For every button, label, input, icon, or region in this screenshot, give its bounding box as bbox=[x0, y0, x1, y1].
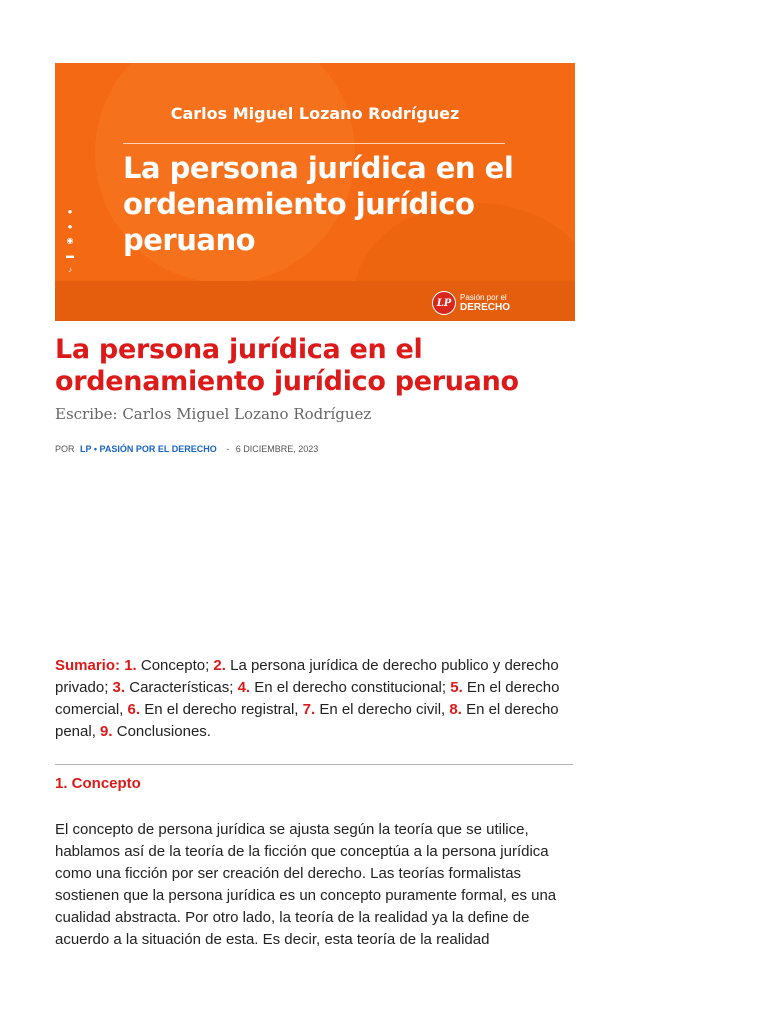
summary-item-text: En el derecho comercial, bbox=[55, 679, 560, 718]
twitter-icon: ● bbox=[67, 207, 73, 216]
summary-item-num: 1. bbox=[124, 657, 137, 674]
instagram-icon: ◉ bbox=[66, 236, 74, 245]
brand-logo bbox=[432, 291, 510, 315]
lp-logo-icon: LP bbox=[432, 291, 456, 315]
summary-item-num: 5. bbox=[450, 679, 463, 696]
banner-social-icons bbox=[66, 208, 76, 281]
section-heading: 1. Concepto bbox=[55, 775, 141, 792]
summary-item-text: Concepto; bbox=[136, 657, 214, 674]
article-meta bbox=[55, 444, 318, 454]
summary-item-num: 8. bbox=[449, 701, 462, 718]
article-summary bbox=[55, 655, 575, 743]
article-subtitle: Escribe: Carlos Miguel Lozano Rodríguez bbox=[55, 405, 372, 423]
logo-line2: DERECHO bbox=[460, 302, 511, 313]
summary-item-num: 2. bbox=[213, 657, 226, 674]
summary-item-text: Conclusiones. bbox=[112, 723, 211, 740]
summary-item-num: 4. bbox=[237, 679, 251, 696]
banner-title: La persona jurídica en el ordenamiento jurídico peruano bbox=[123, 151, 514, 257]
facebook-icon: ● bbox=[67, 221, 73, 231]
summary-item-text: La persona jurídica de derecho publico y derecho privado; bbox=[55, 657, 559, 696]
banner-author: Carlos Miguel Lozano Rodríguez bbox=[170, 104, 460, 123]
featured-banner-image bbox=[55, 63, 575, 321]
section-divider bbox=[55, 764, 573, 765]
summary-item-num: 6. bbox=[127, 701, 141, 718]
summary-item-text: En el derecho civil, bbox=[315, 701, 450, 718]
summary-item-num: 9. bbox=[100, 723, 113, 740]
summary-item-num: 7. bbox=[302, 701, 316, 718]
meta-by-label: POR bbox=[55, 444, 75, 454]
logo-line1: Pasión por el bbox=[460, 293, 507, 302]
summary-item-text: Características; bbox=[125, 679, 238, 696]
summary-item-num: 3. bbox=[112, 679, 126, 696]
summary-label: Sumario: bbox=[55, 657, 121, 674]
youtube-icon: ▬ bbox=[66, 250, 74, 260]
article-body-paragraph: El concepto de persona jurídica se ajusta según la teoría que se utilice, hablamos así de la teoría de la ficción que conceptúa a la persona jurídica como una ficción por ser creación del derecho. Las teorías formalistas sostienen que la persona jurídica es un concepto puramente formal, es una cualidad abstracta. Por otro lado, la teoría de la realidad ya la define de acuerdo a la situación de esta. Es decir, esta teoría de la realidad bbox=[55, 821, 557, 948]
publish-date: 6 DICIEMBRE, 2023 bbox=[235, 444, 319, 454]
tiktok-icon: ♪ bbox=[68, 265, 72, 274]
article-title: La persona jurídica en el ordenamiento jurídico peruano bbox=[55, 334, 519, 397]
author-link[interactable]: LP • PASIÓN POR EL DERECHO bbox=[80, 444, 217, 454]
summary-item-text: En el derecho registral, bbox=[140, 701, 303, 718]
meta-separator: - bbox=[226, 444, 230, 454]
banner-divider bbox=[123, 143, 505, 144]
summary-item-text: En el derecho constitucional; bbox=[250, 679, 451, 696]
summary-item-text: En el derecho penal, bbox=[55, 701, 559, 740]
